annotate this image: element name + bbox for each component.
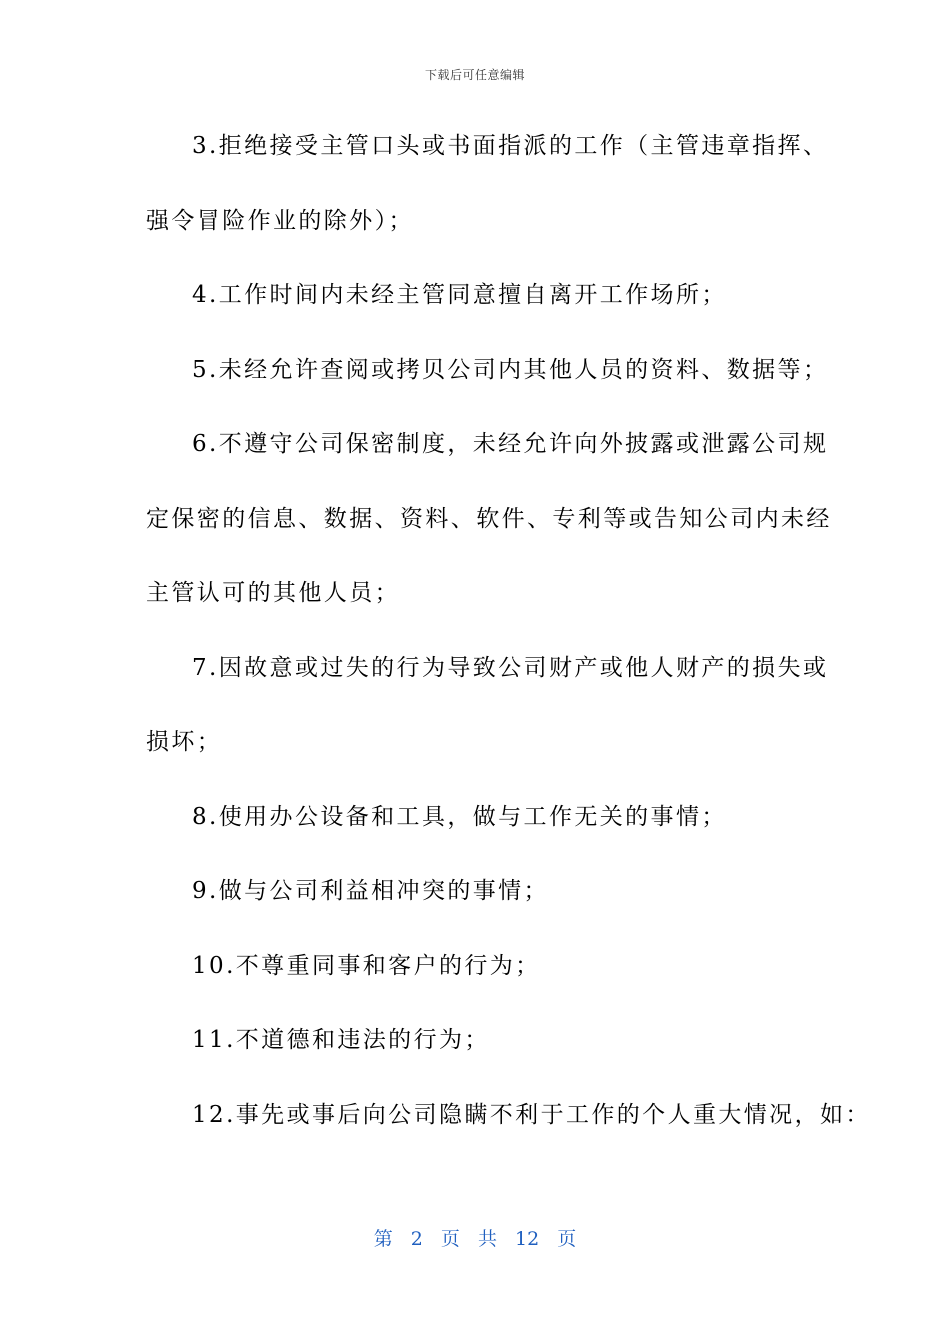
page-header: 下载后可任意编辑 (424, 68, 525, 82)
footer-total-word: 共 (477, 1228, 497, 1250)
paragraph-line: 4.工作时间内未经主管同意擅自离开工作场所； (192, 282, 727, 308)
paragraph-line: 损坏； (146, 729, 223, 755)
paragraph-line: 11.不道德和违法的行为； (192, 1027, 490, 1053)
paragraph-line: 5.未经允许查阅或拷贝公司内其他人员的资料、数据等； (192, 356, 829, 383)
current-page-number: 2 (410, 1228, 423, 1250)
document-body (146, 126, 871, 1169)
paragraph-line: 主管认可的其他人员； (146, 580, 400, 606)
paragraph-line: 9.做与公司利益相冲突的事情； (192, 878, 549, 904)
paragraph-line: 10.不尊重同事和客户的行为； (192, 952, 541, 979)
total-page-number: 12 (515, 1228, 540, 1250)
footer-prefix: 第 (373, 1228, 393, 1250)
paragraph-line: 6.不遵守公司保密制度，未经允许向外披露或泄露公司规 (192, 431, 829, 457)
footer-suffix: 页 (557, 1228, 577, 1250)
paragraph-line: 定保密的信息、数据、资料、软件、专利等或告知公司内未经 (146, 505, 832, 532)
paragraph-line: 7.因故意或过失的行为导致公司财产或他人财产的损失或 (192, 654, 829, 681)
paragraph-line: 12.事先或事后向公司隐瞒不利于工作的个人重大情况，如： (192, 1101, 871, 1128)
footer-page-word: 页 (440, 1228, 460, 1250)
page-number-footer (0, 1224, 950, 1251)
paragraph-line: 8.使用办公设备和工具，做与工作无关的事情； (192, 803, 727, 830)
paragraph-line: 强令冒险作业的除外）； (146, 207, 414, 234)
paragraph-line: 3.拒绝接受主管口头或书面指派的工作（主管违章指挥、 (192, 133, 829, 159)
